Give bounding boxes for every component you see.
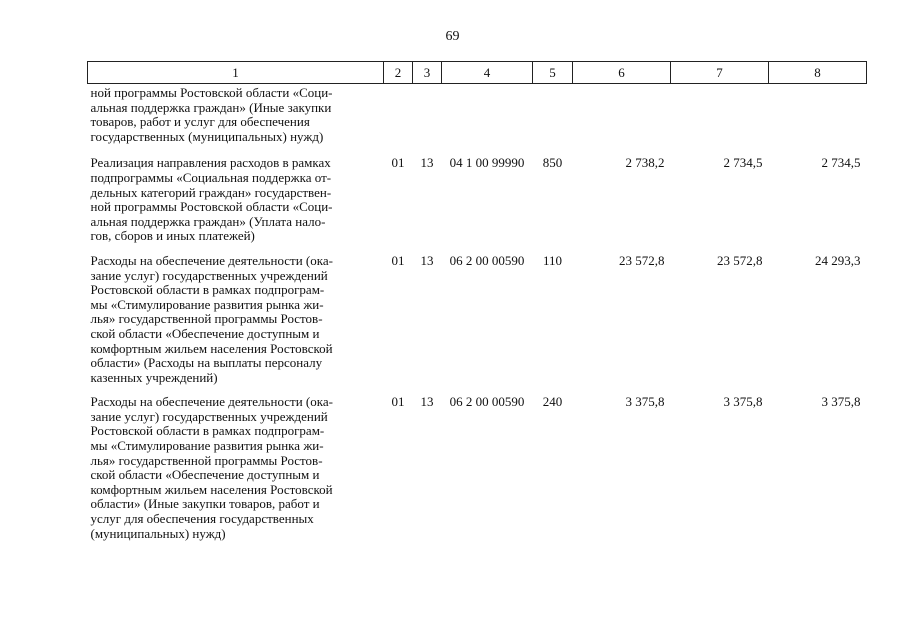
row-section: [384, 84, 413, 157]
row-expense-type: [533, 84, 573, 157]
row-amount-col-8: 24 293,3: [815, 252, 861, 268]
row-amount-col-8: 2 734,5: [821, 155, 861, 171]
row-amount-col-7: 3 375,8: [723, 394, 763, 410]
header-col-7: 7: [671, 62, 769, 84]
row-expense-type: 850: [542, 155, 563, 171]
row-section: 01: [391, 155, 405, 171]
row-description: Реализация направления расходов в рамках подпрограммы «Социальная поддержка от- дельных категорий граждан» государствен- ной программы Ростовской области «Соци- альная поддержка граждан» (Уплата нало- гов, сборов и иных платежей): [90, 155, 333, 244]
row-amount-col-7: [671, 84, 769, 157]
header-col-3: 3: [413, 62, 442, 84]
header-col-4: 4: [442, 62, 533, 84]
row-amount-col-7: 2 734,5: [723, 155, 763, 171]
page-number: 69: [445, 29, 460, 44]
row-amount-col-7: 23 572,8: [717, 252, 763, 268]
table-row: [88, 84, 867, 157]
header-row: [88, 62, 867, 84]
row-amount-col-6: 3 375,8: [625, 394, 665, 410]
header-col-5: 5: [533, 62, 573, 84]
header-col-1: 1: [88, 62, 384, 84]
row-expense-type: 240: [542, 394, 563, 410]
row-target-article: 04 1 00 99990: [449, 155, 525, 171]
row-target-article: 06 2 00 00590: [449, 252, 525, 268]
row-amount-col-6: [573, 84, 671, 157]
row-subsection: 13: [420, 394, 434, 410]
row-subsection: [413, 84, 442, 157]
row-amount-col-8: 3 375,8: [821, 394, 861, 410]
table-row: [88, 254, 867, 395]
row-amount-col-8: [769, 84, 867, 157]
header-col-6: 6: [573, 62, 671, 84]
header-col-8: 8: [769, 62, 867, 84]
row-section: 01: [391, 394, 405, 410]
table-row: [88, 395, 867, 551]
row-amount-col-6: 23 572,8: [619, 252, 665, 268]
row-expense-type: 110: [542, 252, 563, 268]
row-target-article: [442, 84, 533, 157]
table-header: [88, 62, 867, 84]
table-row: [88, 156, 867, 254]
row-description: ной программы Ростовской области «Соци- альная поддержка граждан» (Иные закупки товаров, работ и услуг для обеспечения государственных (муниципальных) нужд): [90, 85, 333, 144]
row-subsection: 13: [420, 252, 434, 268]
row-subsection: 13: [420, 155, 434, 171]
header-col-2: 2: [384, 62, 413, 84]
row-description: Расходы на обеспечение деятельности (ока- зание услуг) государственных учреждений Ростовской области в рамках подпрограм- мы «Стимулирование развития рынка жи- лья» государственной программы Ростов- ской области «Обеспечение доступным и комфортным жильем населения Ростовской области» (Расходы на выплаты персоналу казенных учреждений): [90, 252, 333, 385]
row-section: 01: [391, 252, 405, 268]
row-target-article: 06 2 00 00590: [449, 394, 525, 410]
row-description: Расходы на обеспечение деятельности (ока- зание услуг) государственных учреждений Ростовской области в рамках подпрограм- мы «Стимулирование развития рынка жи- лья» государственной программы Ростов- ской области «Обеспечение доступным и комфортным жильем населения Ростовской области» (Иные закупки товаров, работ и услуг для обеспечения государственных (муниципальных) нужд): [90, 394, 333, 541]
table-body: [88, 84, 867, 552]
row-amount-col-6: 2 738,2: [625, 155, 665, 171]
budget-table: [87, 61, 867, 551]
